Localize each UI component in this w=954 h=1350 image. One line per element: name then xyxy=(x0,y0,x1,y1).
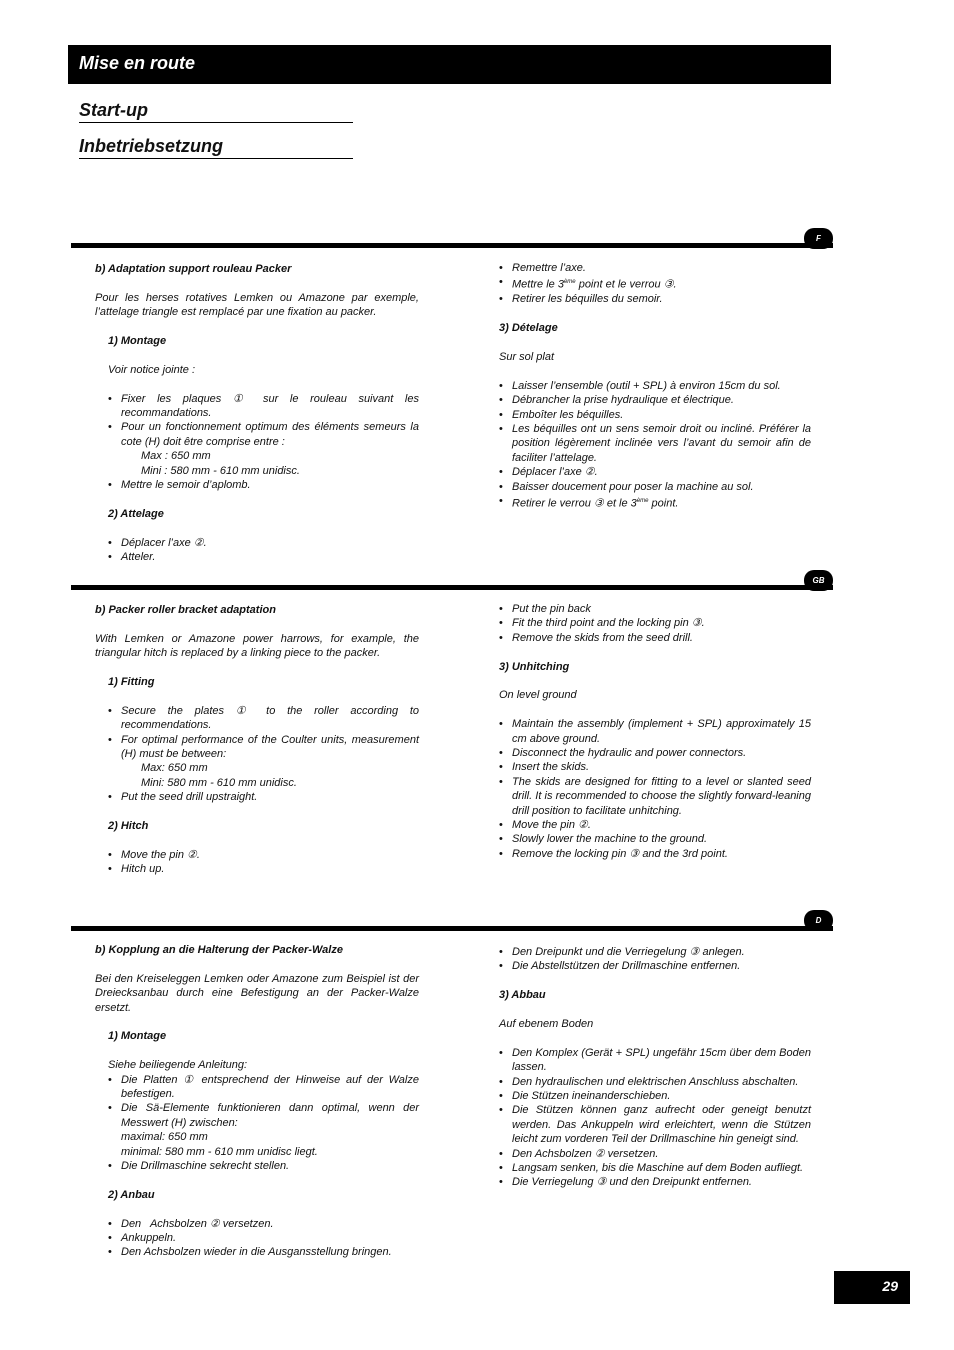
list-item: • Die Abstellstützen der Drillmaschine entfernen. xyxy=(499,959,811,973)
heading: 2) Anbau xyxy=(108,1188,155,1201)
list-item: • Die Stützen ineinanderschieben. xyxy=(499,1089,811,1103)
de-left-column xyxy=(95,943,419,1260)
list-item: • Hitch up. xyxy=(108,862,419,876)
list-item: • Den Achsbolzen wieder in die Ausgansstellung bringen. xyxy=(108,1245,419,1259)
list-item: • Emboîter les béquilles. xyxy=(499,408,811,422)
list-item: • Baisser doucement pour poser la machine au sol. xyxy=(499,480,811,494)
list-item: • Put the pin back xyxy=(499,602,811,616)
section-header-bar xyxy=(68,45,831,84)
list-item: • Langsam senken, bis die Maschine auf dem Boden aufliegt. xyxy=(499,1161,811,1175)
paragraph: Siehe beiliegende Anleitung: xyxy=(108,1059,248,1072)
heading: b) Packer roller bracket adaptation xyxy=(95,604,276,616)
heading: 1) Montage xyxy=(108,335,167,347)
value: Max : 650 mm xyxy=(141,450,211,463)
list-item: • Disconnect the hydraulic and power connectors. xyxy=(499,746,811,760)
list-item: • The skids are designed for fitting to a level or slanted seed drill. It is recommended to choose the slightly forward-leaning drill position to facilitate unhitching. xyxy=(499,775,811,818)
list-item: • Remove the locking pin ③ and the 3rd point. xyxy=(499,847,811,861)
list-item: • Mettre le 3ème point et le verrou ③. xyxy=(499,275,811,292)
heading: 1) Fitting xyxy=(108,676,155,688)
section-rule-gb xyxy=(71,585,833,590)
paragraph: With Lemken or Amazone power harrows, for example, the triangular hitch is replaced by a linking piece to the packer. xyxy=(95,632,419,660)
value: Mini : 580 mm - 610 mm unidisc. xyxy=(141,464,300,477)
list-item: • Move the pin ②. xyxy=(499,818,811,832)
de-right-column xyxy=(499,945,811,1190)
list-item: • Den Achsbolzen ② versetzen. xyxy=(108,1217,419,1231)
list-item: • Insert the skids. xyxy=(499,760,811,774)
paragraph: Bei den Kreiseleggen Lemken oder Amazone zum Beispiel ist der Dreiecksanbau durch eine Befestigung an der Packer-Walze ersetzt. xyxy=(95,972,419,1014)
list-item: • Die Stützen können ganz aufrecht oder geneigt benutzt werden. Das Ankuppeln wird erleichtert, wenn die Stützen leicht zum vorderen Teil der Drillmaschine hin geneigt sind. xyxy=(499,1103,811,1146)
section-title: Mise en route xyxy=(79,53,196,73)
fr-right-column xyxy=(499,261,811,511)
page-number-box xyxy=(834,1271,910,1304)
paragraph: Pour les herses rotatives Lemken ou Amazone par exemple, l’attelage triangle est remplacé par une fixation au packer. xyxy=(95,291,419,319)
list-item: • Die Platten ① entsprechend der Hinweise auf der Walze befestigen. xyxy=(108,1073,419,1102)
fr-left-column xyxy=(95,262,419,564)
list-item: • Secure the plates ① to the roller according to recommendations. xyxy=(108,704,419,733)
subtitle-de: Inbetriebsetzung xyxy=(79,136,353,159)
list-item: • Mettre le semoir d’aplomb. xyxy=(108,478,419,492)
list-item: • For optimal performance of the Coulter units, measurement (H) must be between: xyxy=(108,733,419,762)
paragraph: Voir notice jointe : xyxy=(108,363,196,376)
paragraph: Sur sol plat xyxy=(499,351,555,364)
list-item: • Maintain the assembly (implement + SPL) approximately 15 cm above ground. xyxy=(499,717,811,746)
list-item: • Retirer les béquilles du semoir. xyxy=(499,292,811,306)
list-item: • Déplacer l’axe ②. xyxy=(108,536,419,550)
list-item: • Den hydraulischen und elektrischen Anschluss abschalten. xyxy=(499,1075,811,1089)
language-tab-f: F xyxy=(804,228,833,249)
list-item: • Débrancher la prise hydraulique et électrique. xyxy=(499,393,811,407)
subtitle-en: Start-up xyxy=(79,100,353,123)
heading: 2) Hitch xyxy=(108,820,149,833)
heading: 3) Unhitching xyxy=(499,660,570,673)
language-tab-d: D xyxy=(804,910,833,931)
heading: 3) Abbau xyxy=(499,989,546,1002)
paragraph: On level ground xyxy=(499,689,577,702)
section-rule-fr xyxy=(71,243,833,248)
language-tab-gb: GB xyxy=(804,570,833,591)
list-item: • Pour un fonctionnement optimum des éléments semeurs la cote (H) doit être comprise entre : xyxy=(108,420,419,449)
gb-right-column xyxy=(499,602,811,861)
list-item: • Die Sä-Elemente funktionieren dann optimal, wenn der Messwert (H) zwischen: xyxy=(108,1101,419,1130)
list-item: • Laisser l’ensemble (outil + SPL) à environ 15cm du sol. xyxy=(499,379,811,393)
list-item: • Les béquilles ont un sens semoir droit ou incliné. Préférer la position légèrement inclinée vers l’avant du semoir afin de faciliter l’attelage. xyxy=(499,422,811,465)
list-item: • Déplacer l’axe ②. xyxy=(499,465,811,479)
heading: 2) Attelage xyxy=(108,507,164,520)
list-item: • Fit the third point and the locking pin ③. xyxy=(499,616,811,630)
value: Max: 650 mm xyxy=(141,762,208,775)
list-item: • Fixer les plaques ① sur le rouleau suivant les recommandations. xyxy=(108,392,419,421)
list-item: • Den Komplex (Gerät + SPL) ungefähr 15cm über dem Boden lassen. xyxy=(499,1046,811,1075)
list-item: • Atteler. xyxy=(108,550,419,564)
gb-left-column xyxy=(95,603,419,877)
heading: 3) Dételage xyxy=(499,322,558,335)
list-item: • Die Drillmaschine sekrecht stellen. xyxy=(108,1159,419,1173)
section-rule-d xyxy=(71,926,833,931)
heading: b) Kopplung an die Halterung der Packer-Walze xyxy=(95,944,343,956)
list-item: • Move the pin ②. xyxy=(108,848,419,862)
list-item: • Remove the skids from the seed drill. xyxy=(499,631,811,645)
list-item: • Den Dreipunkt und die Verriegelung ③ anlegen. xyxy=(499,945,811,959)
value: maximal: 650 mm xyxy=(121,1131,208,1144)
list-item: • Retirer le verrou ③ et le 3ème point. xyxy=(499,494,811,511)
list-item: • Put the seed drill upstraight. xyxy=(108,790,419,804)
paragraph: Auf ebenem Boden xyxy=(499,1018,594,1030)
heading: 1) Montage xyxy=(108,1030,167,1043)
page-number: 29 xyxy=(882,1278,898,1294)
list-item: • Ankuppeln. xyxy=(108,1231,419,1245)
list-item: • Den Achsbolzen ② versetzen. xyxy=(499,1147,811,1161)
value: minimal: 580 mm - 610 mm unidisc liegt. xyxy=(121,1145,318,1158)
list-item: • Remettre l’axe. xyxy=(499,261,811,275)
list-item: • Die Verriegelung ③ und den Dreipunkt entfernen. xyxy=(499,1175,811,1189)
value: Mini: 580 mm - 610 mm unidisc. xyxy=(141,776,297,789)
list-item: • Slowly lower the machine to the ground. xyxy=(499,832,811,846)
heading: b) Adaptation support rouleau Packer xyxy=(95,263,292,275)
